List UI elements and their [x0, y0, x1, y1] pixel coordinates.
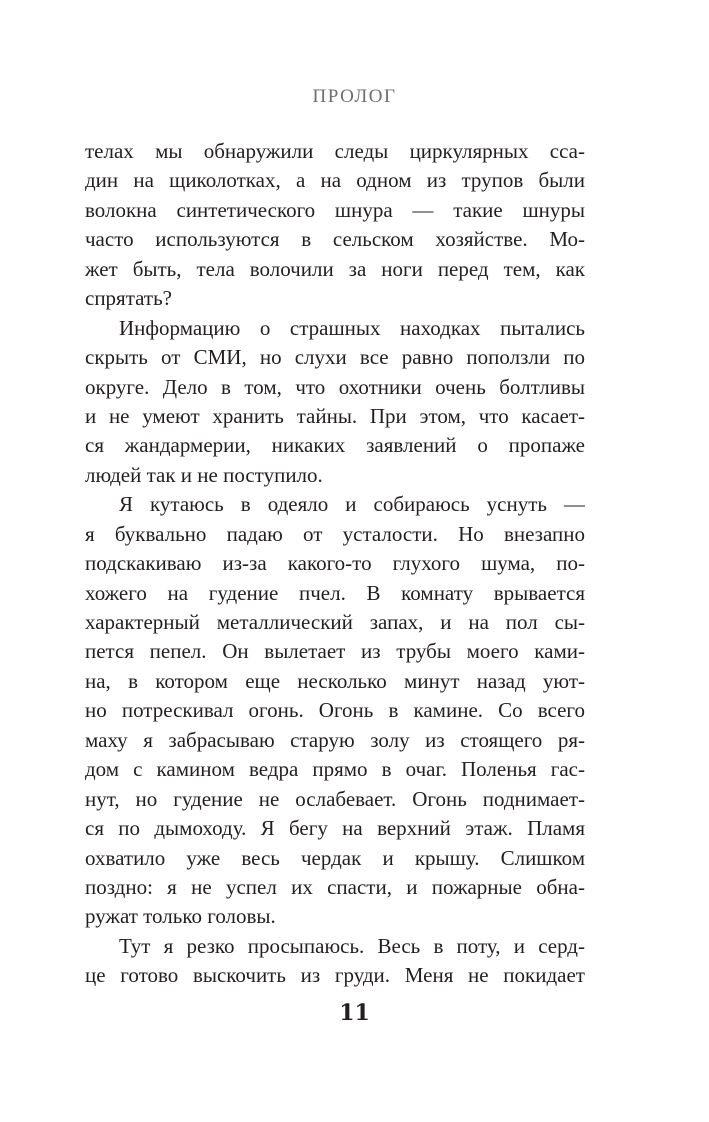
text-line: ружат только головы.	[85, 904, 276, 929]
text-line: пется пепел. Он вылетает из трубы моего ками-	[85, 639, 585, 664]
text-line: Информацию о страшных находках пытались	[119, 315, 585, 340]
text-line: скрыть от СМИ, но слухи все равно поползли по	[85, 345, 585, 370]
text-line: волокна синтетического шнура — такие шнуры	[85, 197, 585, 222]
text-line: на, в котором еще несколько минут назад уют-	[85, 668, 585, 693]
text-line: но потрескивал огонь. Огонь в камине. Со всего	[85, 698, 585, 723]
body-text	[85, 137, 585, 991]
text-line: поздно: я не успел их спасти, и пожарные обна-	[85, 874, 585, 899]
text-line: жет быть, тела волочили за ноги перед тем, как	[85, 256, 585, 281]
text-line: округе. Дело в том, что охотники очень болтливы	[85, 374, 585, 399]
text-line: Тут я резко просыпаюсь. Весь в поту, и серд-	[119, 933, 585, 958]
page-number: 11	[339, 1000, 370, 1026]
text-line: це готово выскочить из груди. Меня не покидает	[85, 963, 585, 988]
text-line: характерный металлический запах, и на пол сы-	[85, 610, 585, 634]
text-line: ся жандармерии, никаких заявлений о пропаже	[85, 433, 585, 458]
text-line: телах мы обнаружили следы циркулярных сса-	[85, 139, 585, 163]
running-title: ПРОЛОГ	[312, 86, 397, 107]
text-line: хожего на гудение пчел. В комнату врывается	[85, 580, 585, 605]
text-line: нут, но гудение не ослабевает. Огонь поднимает-	[85, 786, 585, 811]
text-line: я буквально падаю от усталости. Но внезапно	[85, 521, 585, 546]
text-line: дин на щиколотках, а на одном из трупов были	[85, 168, 585, 193]
text-line: охватило уже весь чердак и крышу. Слишком	[85, 845, 585, 870]
text-line: маху я забрасываю старую золу из стоящего ря-	[85, 727, 585, 752]
text-line: людей так и не поступило.	[85, 462, 323, 487]
text-line: спрятать?	[85, 286, 173, 311]
text-line: Я кутаюсь в одеяло и собираюсь уснуть —	[119, 492, 585, 517]
text-line: и не умеют хранить тайны. При этом, что касает-	[85, 403, 585, 428]
text-line: ся по дымоходу. Я бегу на верхний этаж. Пламя	[85, 816, 585, 841]
text-line: подскакиваю из-за какого-то глухого шума, по-	[85, 551, 585, 576]
text-line: дом с камином ведра прямо в очаг. Поленья гас-	[85, 757, 585, 782]
text-line: часто используются в сельском хозяйстве. Мо-	[85, 227, 585, 252]
